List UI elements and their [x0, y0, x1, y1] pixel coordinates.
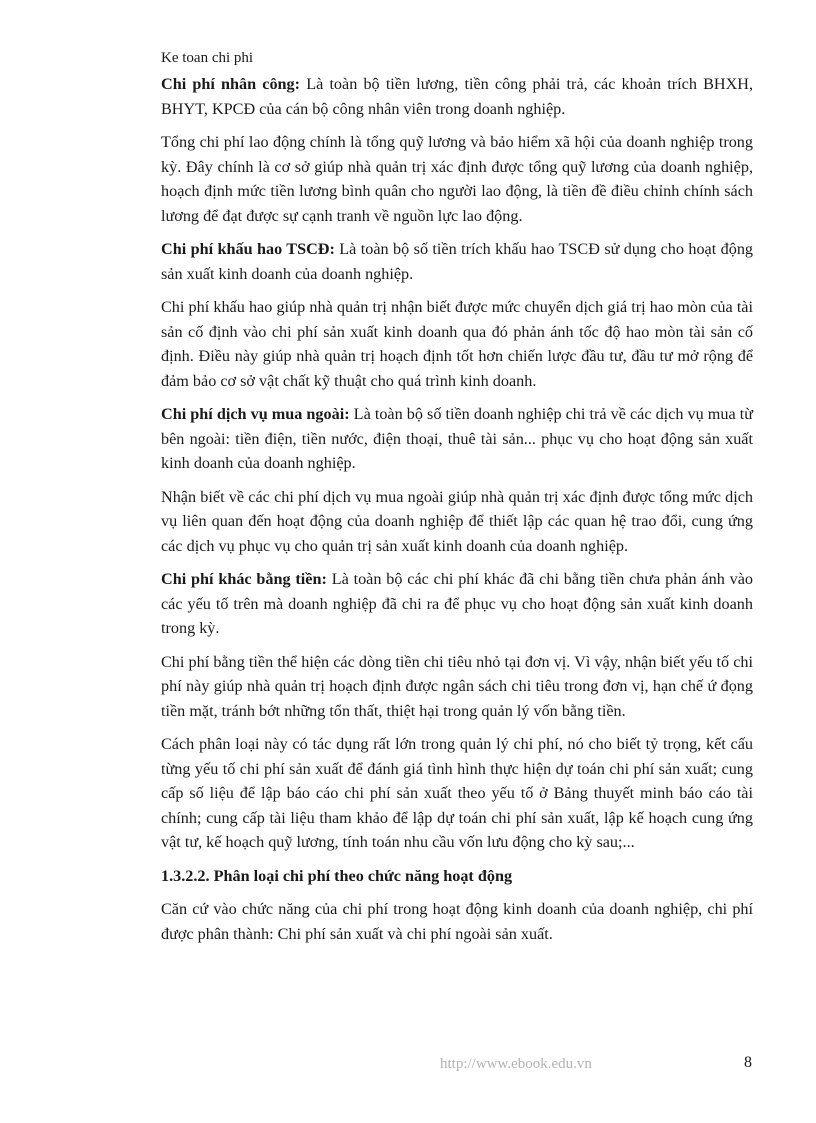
paragraph-labor-cost	[161, 72, 753, 121]
running-header: Ke toan chi phi	[161, 50, 254, 66]
paragraph: Cách phân loại này có tác dụng rất lớn trong quản lý chi phí, nó cho biết tỷ trọng, kết cấu từng yếu tố chi phí sản xuất để đánh giá tình hình thực hiện dự toán chi phí sản xuất; cung cấp số liệu để lập báo cáo chi phí sản xuất theo yếu tố ở Bảng thuyết minh báo cáo tài chính; cung cấp tài liệu tham khảo để lập dự toán chi phí sản xuất, lập kế hoạch cung ứng vật tư, kế hoạch quỹ lương, tính toán nhu cầu vốn lưu động cho kỳ sau;...	[161, 735, 753, 851]
paragraph-text: Là toàn bộ tiền lương, tiền công phải trả, các khoản trích BHXH, BHYT, KPCĐ của cán bộ công nhân viên trong doanh nghiệp.	[161, 75, 754, 118]
paragraph: Tổng chi phí lao động chính là tổng quỹ lương và bảo hiểm xã hội của doanh nghiệp trong kỳ. Đây chính là cơ sở giúp nhà quản trị xác định được tổng quỹ lương của doanh nghiệp, hoạch định mức tiền lương bình quân cho người lao động, là tiền đề điều chỉnh chính sách lương để đạt được sự cạnh tranh về nguồn lực lao động.	[161, 133, 753, 225]
page-number: 8	[744, 1054, 752, 1071]
paragraph-text: Là toàn bộ số tiền doanh nghiệp chi trả về các dịch vụ mua từ bên ngoài: tiền điện, tiền nước, điện thoại, thuê tài sản... phục vụ cho hoạt động sản xuất kinh doanh của doanh nghiệp.	[161, 405, 754, 472]
paragraph-other-cash-costs	[161, 567, 753, 641]
term-label: Chi phí khác bằng tiền:	[161, 570, 327, 588]
paragraph-text: Là toàn bộ các chi phí khác đã chi bằng tiền chưa phản ánh vào các yếu tố trên mà doanh nghiệp đã chi ra để phục vụ cho hoạt động sản xuất kinh doanh trong kỳ.	[161, 570, 753, 637]
paragraph: Căn cứ vào chức năng của chi phí trong hoạt động kinh doanh của doanh nghiệp, chi phí được phân thành: Chi phí sản xuất và chi phí ngoài sản xuất.	[161, 900, 753, 943]
paragraph: Chi phí bằng tiền thể hiện các dòng tiền chi tiêu nhỏ tại đơn vị. Vì vậy, nhận biết yếu tố chi phí này giúp nhà quản trị hoạch định được ngân sách chi tiêu trong đơn vị, hạn chế ứ đọng tiền mặt, tránh bớt những tổn thất, thiệt hại trong quản lý vốn bằng tiền.	[161, 652, 753, 720]
paragraph-depreciation	[161, 237, 753, 286]
paragraph-text: Là toàn bộ số tiền trích khấu hao TSCĐ sử dụng cho hoạt động sản xuất kinh doanh của doanh nghiệp.	[161, 240, 754, 283]
paragraph: Nhận biết về các chi phí dịch vụ mua ngoài giúp nhà quản trị xác định được tổng mức dịch vụ liên quan đến hoạt động của doanh nghiệp để thiết lập các quan hệ trao đổi, cung ứng các dịch vụ phục vụ cho quản trị sản xuất kinh doanh của doanh nghiệp.	[161, 487, 753, 555]
paragraph: Chi phí khấu hao giúp nhà quản trị nhận biết được mức chuyển dịch giá trị hao mòn của tài sản cố định vào chi phí sản xuất kinh doanh qua đó phản ánh tốc độ hao mòn tài sản cố định. Điều này giúp nhà quản trị hoạch định tốt hơn chiến lược đầu tư, đầu tư mở rộng để đảm bảo cơ sở vật chất kỹ thuật cho quá trình kinh doanh.	[161, 298, 753, 390]
term-label: Chi phí dịch vụ mua ngoài:	[161, 405, 350, 423]
section-heading: 1.3.2.2. Phân loại chi phí theo chức năng hoạt động	[161, 866, 513, 885]
footer-url: http://www.ebook.edu.vn	[440, 1056, 592, 1072]
paragraph-outsourced-services	[161, 402, 753, 476]
document-body	[161, 72, 753, 955]
term-label: Chi phí nhân công:	[161, 75, 301, 93]
term-label: Chi phí khấu hao TSCĐ:	[161, 240, 335, 258]
